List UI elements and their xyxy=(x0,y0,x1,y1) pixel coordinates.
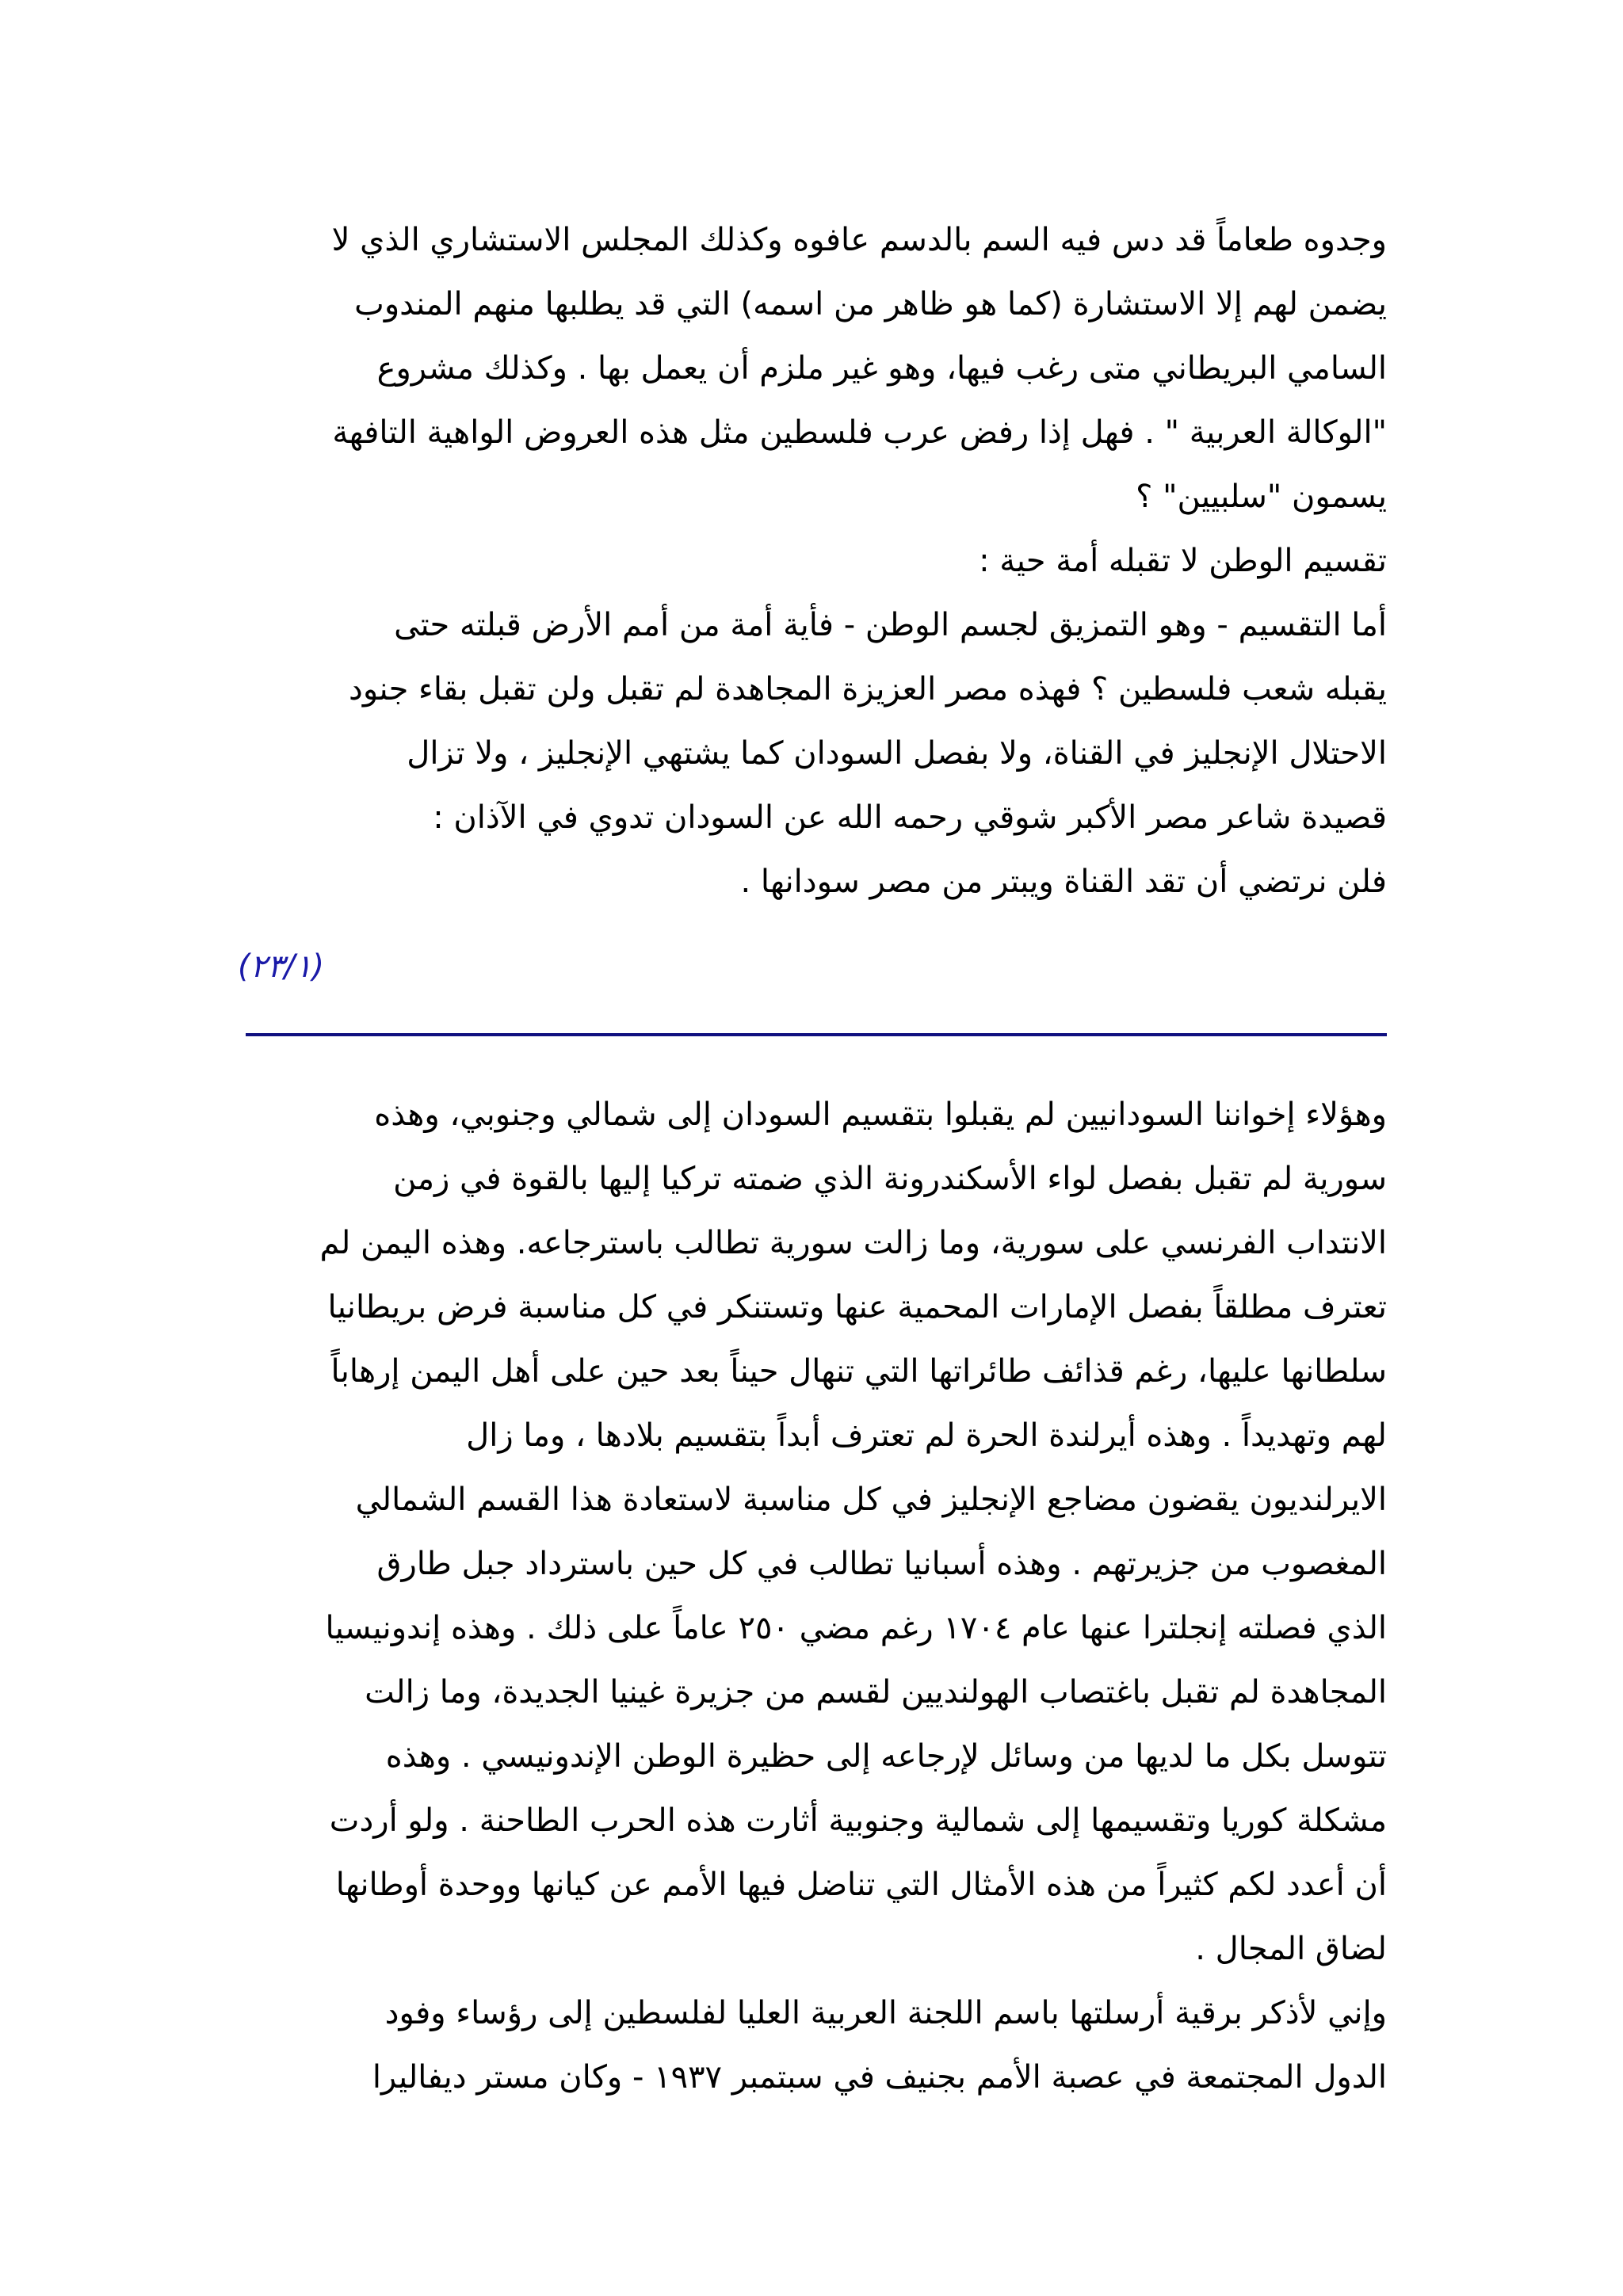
text-line: أن أعدد لكم كثيراً من هذه الأمثال التي تناضل فيها الأمم عن كيانها ووحدة أوطانها xyxy=(335,1867,1387,1903)
text-block-bottom xyxy=(238,1083,1387,2110)
text-line: يقبله شعب فلسطين ؟ فهذه مصر العزيزة المجاهدة لم تقبل ولن تقبل بقاء جنود xyxy=(349,671,1387,707)
text-line: السامي البريطاني متى رغب فيها، وهو غير ملزم أن يعمل بها . وكذلك مشروع xyxy=(376,350,1387,387)
section-heading: تقسيم الوطن لا تقبله أمة حية : xyxy=(979,543,1387,579)
page-divider xyxy=(246,1033,1387,1036)
text-line: الانتداب الفرنسي على سورية، وما زالت سورية تطالب باسترجاعه. وهذه اليمن لم xyxy=(319,1225,1387,1261)
text-line: وجدوه طعاماً قد دس فيه السم بالدسم عافوه وكذلك المجلس الاستشاري الذي لا xyxy=(331,222,1387,258)
document-page xyxy=(238,0,1387,2296)
text-line: الذي فصلته إنجلترا عنها عام ١٧٠٤ رغم مضي ٢٥٠ عاماً على ذلك . وهذه إندونيسيا xyxy=(325,1610,1387,1646)
text-line: الايرلنديون يقضون مضاجع الإنجليز في كل مناسبة لاستعادة هذا القسم الشمالي xyxy=(355,1482,1387,1518)
text-line: أما التقسيم - وهو التمزيق لجسم الوطن - فأية أمة من أمم الأرض قبلته حتى xyxy=(394,607,1387,643)
text-line: لضاق المجال . xyxy=(1195,1931,1387,1967)
page-reference xyxy=(238,943,1387,990)
text-line: وإني لأذكر برقية أرسلتها باسم اللجنة العربية العليا لفلسطين إلى رؤساء وفود xyxy=(384,1995,1387,2031)
text-line: يسمون "سلبيين" ؟ xyxy=(1136,479,1387,515)
text-line: "الوكالة العربية " . فهل إذا رفض عرب فلسطين مثل هذه العروض الواهية التافهة xyxy=(332,414,1387,451)
text-block-top xyxy=(238,208,1387,914)
text-line: المغصوب من جزيرتهم . وهذه أسبانيا تطالب في كل حين باسترداد جبل طارق xyxy=(376,1546,1387,1582)
text-line: الدول المجتمعة في عصبة الأمم بجنيف في سبتمبر ١٩٣٧ - وكان مستر ديفاليرا xyxy=(372,2059,1387,2096)
poem-line: فلن نرتضي أن تقد القناة ويبتر من مصر سودانها . xyxy=(740,864,1387,900)
text-line: سورية لم تقبل بفصل لواء الأسكندرونة الذي ضمته تركيا إليها بالقوة في زمن xyxy=(393,1161,1387,1197)
page-reference-text: (١/٣٢) xyxy=(238,948,325,985)
text-line: تعترف مطلقاً بفصل الإمارات المحمية عنها وتستنكر في كل مناسبة فرض بريطانيا xyxy=(327,1289,1387,1325)
text-line: مشكلة كوريا وتقسيمها إلى شمالية وجنوبية أثارت هذه الحرب الطاحنة . ولو أردت xyxy=(329,1802,1387,1839)
text-line: يضمن لهم إلا الاستشارة (كما هو ظاهر من اسمه) التي قد يطلبها منهم المندوب xyxy=(354,286,1387,322)
text-line: المجاهدة لم تقبل باغتصاب الهولنديين لقسم من جزيرة غينيا الجديدة، وما زالت xyxy=(365,1674,1387,1711)
text-line: وهؤلاء إخواننا السودانيين لم يقبلوا بتقسيم السودان إلى شمالي وجنوبي، وهذه xyxy=(374,1097,1387,1133)
text-line: تتوسل بكل ما لديها من وسائل لإرجاعه إلى حظيرة الوطن الإندونيسي . وهذه xyxy=(385,1738,1387,1775)
text-line: قصيدة شاعر مصر الأكبر شوقي رحمه الله عن السودان تدوي في الآذان : xyxy=(433,799,1387,836)
text-line: الاحتلال الإنجليز في القناة، ولا بفصل السودان كما يشتهي الإنجليز ، ولا تزال xyxy=(407,735,1387,772)
text-line: سلطانها عليها، رغم قذائف طائراتها التي تنهال حيناً بعد حين على أهل اليمن إرهاباً xyxy=(330,1353,1387,1390)
text-line: لهم وتهديداً . وهذه أيرلندة الحرة لم تعترف أبداً بتقسيم بلادها ، وما زال xyxy=(466,1417,1387,1454)
